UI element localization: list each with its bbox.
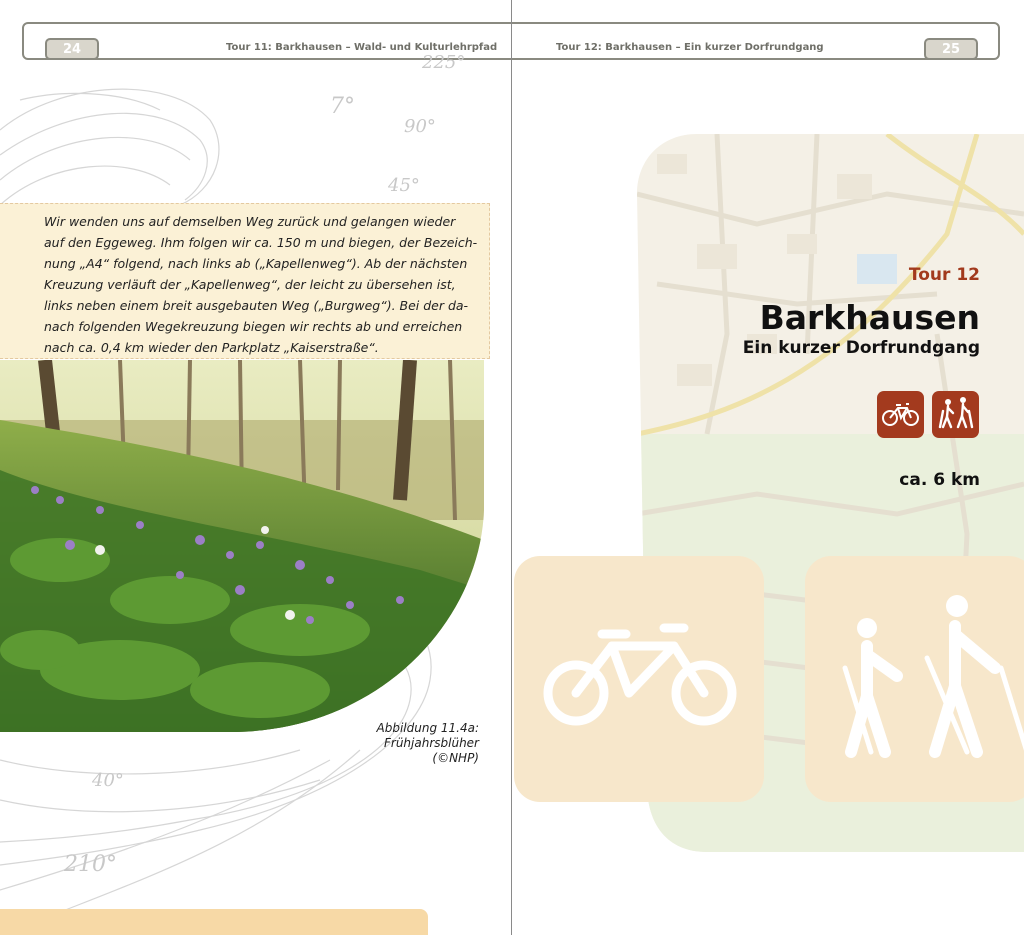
tour-title: Barkhausen [759,298,980,337]
photo-caption-line: Frühjahrsblüher [383,736,479,750]
bicycle-icon [514,556,764,802]
sketch-angle-label: 45° [388,175,420,196]
running-head-right: Tour 12: Barkhausen – Ein kurzer Dorfrundgang [556,42,824,53]
page-gutter [511,0,512,935]
page-number-left: 24 [45,38,99,60]
sketch-angle-label: 7° [330,94,355,119]
text-line: nach ca. 0,4 km wieder den Parkplatz „Kaiserstraße“. [44,340,379,355]
hiking-tile [805,556,1024,802]
tour-distance: ca. 6 km [899,470,980,490]
sketch-angle-label: 225° [422,52,466,73]
text-line: nach folgenden Wegekreuzung biegen wir rechts ab und erreichen [44,319,463,334]
text-line: Wir wenden uns auf demselben Weg zurück und gelangen wieder [44,214,456,229]
hiking-icon [805,556,1024,802]
sketch-angle-label: 40° [92,770,124,791]
footer-bar [0,909,428,935]
bicycle-tile [514,556,764,802]
tour-text-box [0,203,490,359]
text-line: auf den Eggeweg. Ihm folgen wir ca. 150 m und biegen, der Bezeich- [44,235,478,250]
running-head-left: Tour 11: Barkhausen – Wald- und Kulturlehrpfad [226,42,498,53]
text-line: links neben einem breit ausgebauten Weg („Burgweg“). Bei der da- [44,298,469,313]
tour-subtitle: Ein kurzer Dorfrundgang [742,338,980,358]
sketch-angle-label: 90° [404,116,436,137]
text-line: Kreuzung verläuft der „Kapellenweg“, der leicht zu übersehen ist, [44,277,456,292]
forest-spring-flowers-photo [0,360,484,732]
tour-number-label: Tour 12 [908,265,980,285]
photo-caption-line: (©NHP) [432,751,479,765]
photo-caption-line: Abbildung 11.4a: [376,721,479,735]
page-number-right: 25 [924,38,978,60]
sketch-angle-label: 210° [64,852,117,877]
text-line: nung „A4“ folgend, nach links ab („Kapellenweg“). Ab der nächsten [44,256,468,271]
bicycle-icon [877,391,924,438]
hiking-icon [932,391,979,438]
